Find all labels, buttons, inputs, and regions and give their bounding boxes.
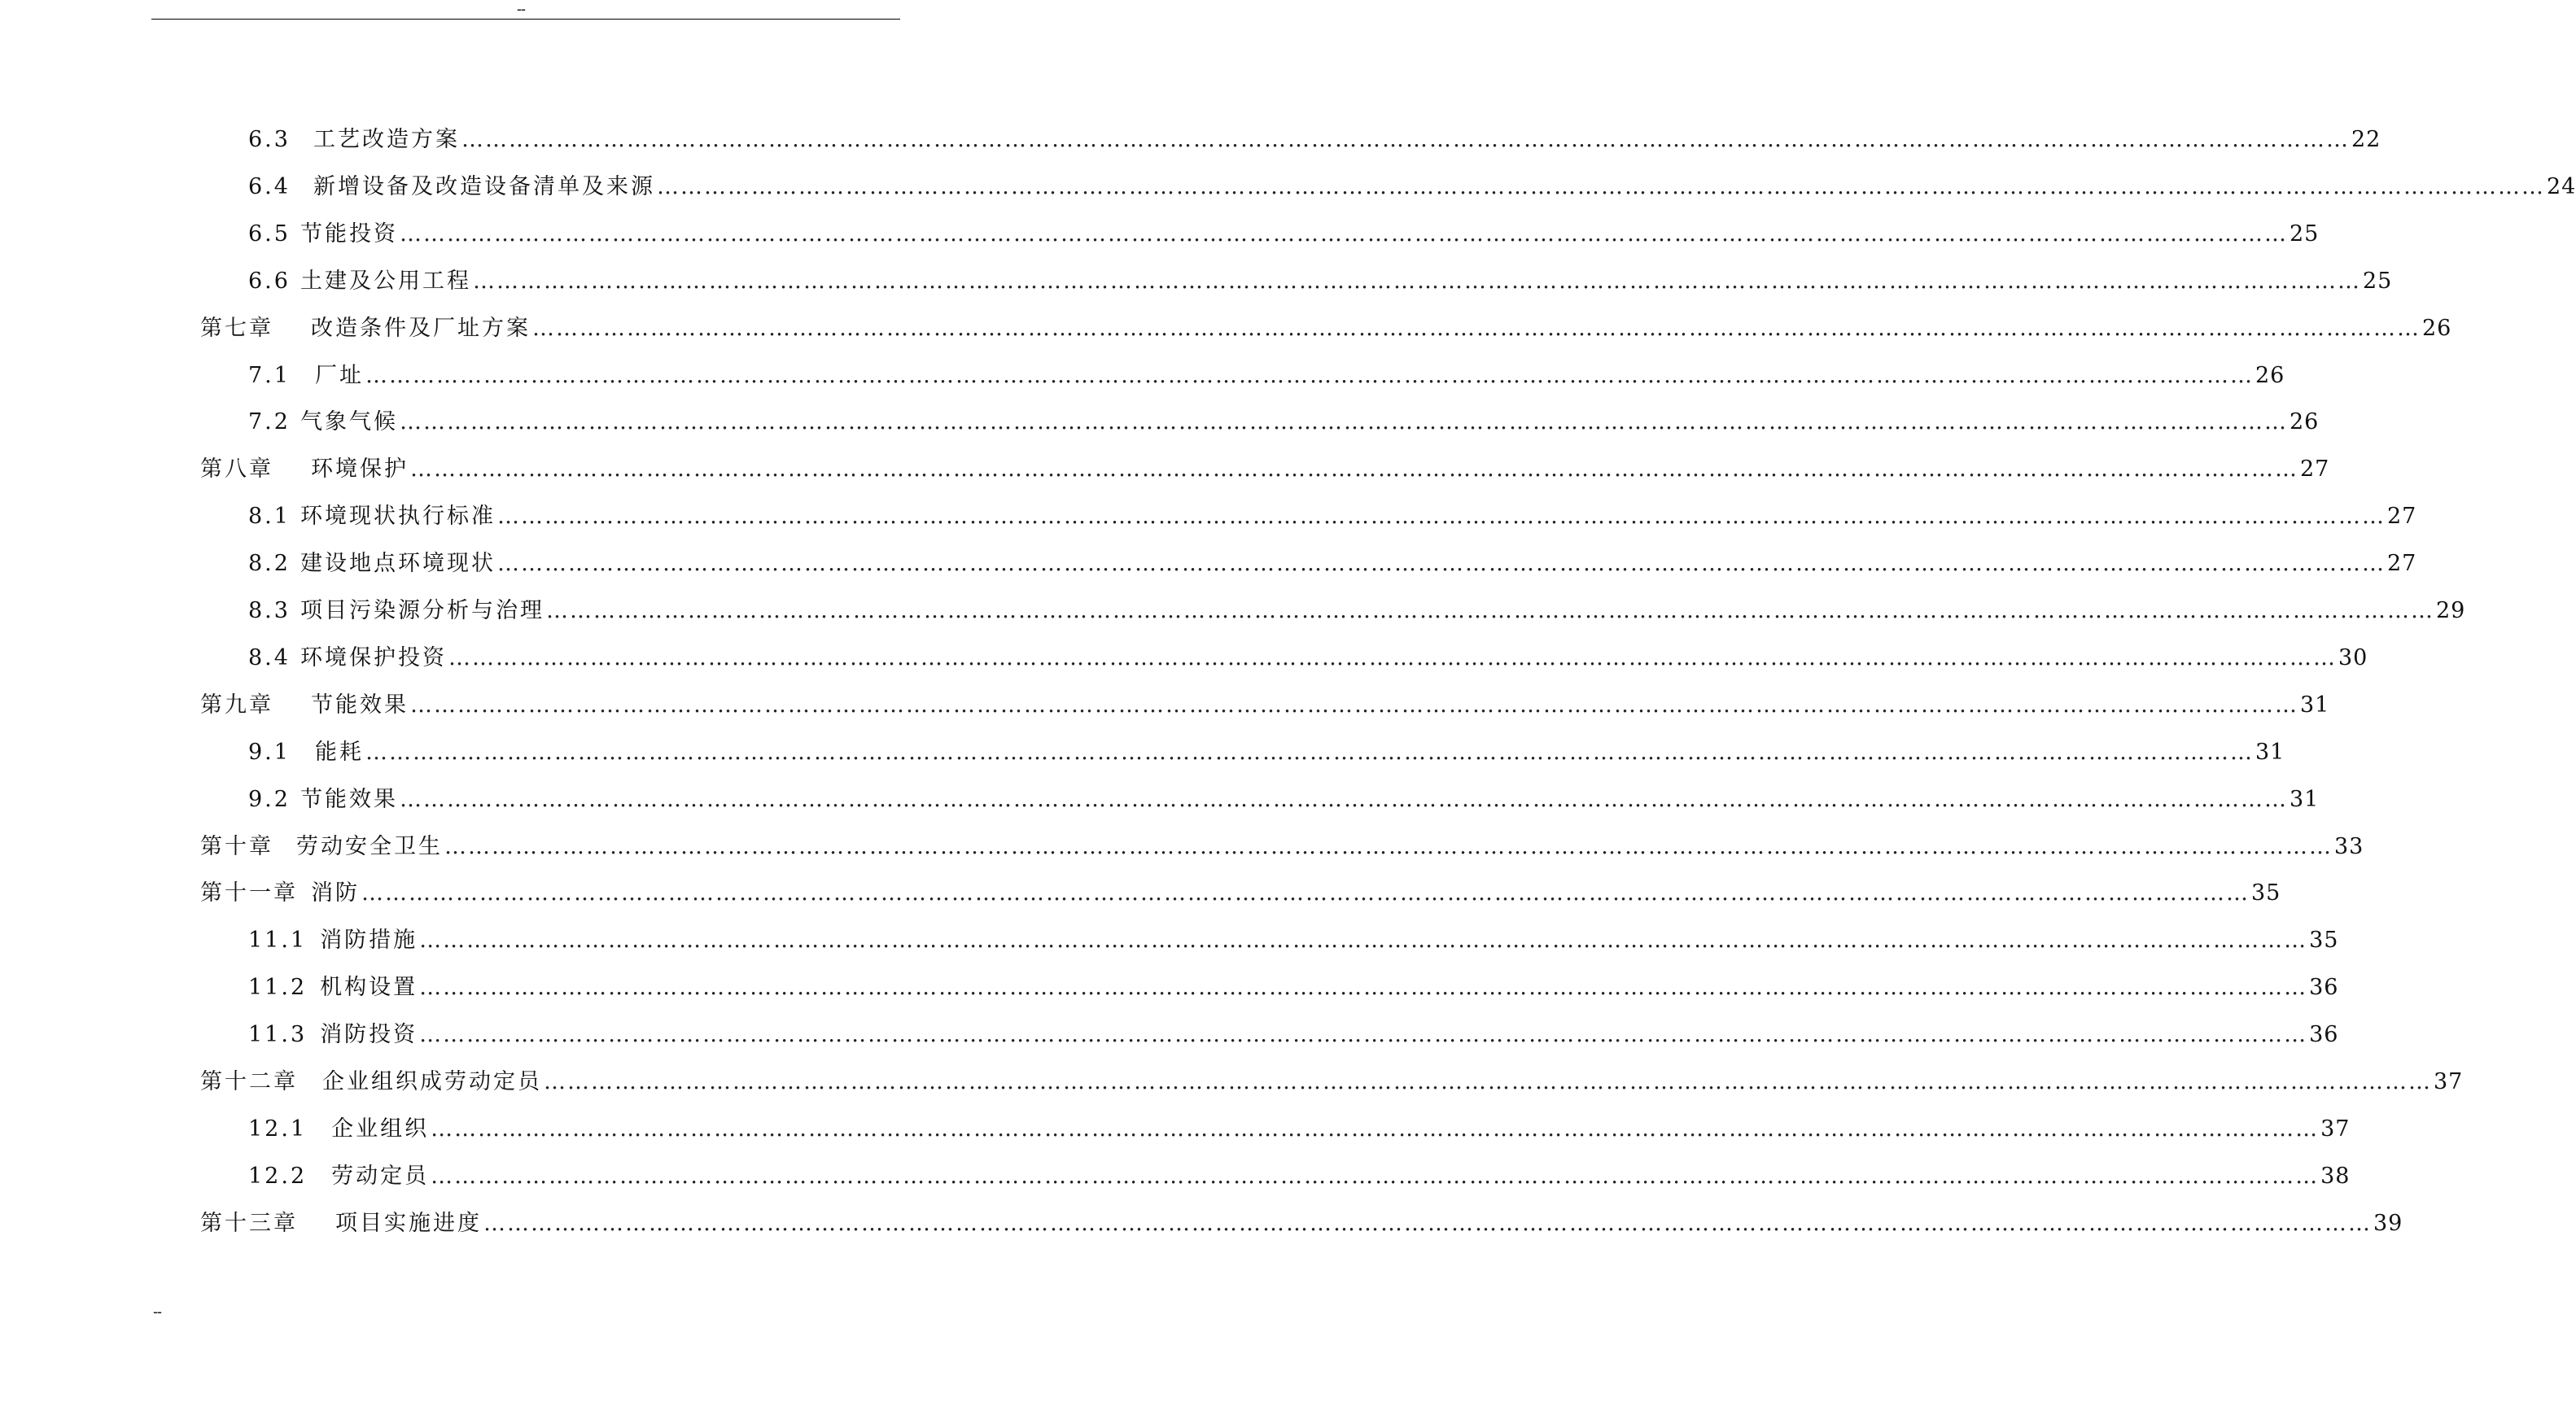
- toc-leader-dots: ……………………………………………………………………………………………………………………………………………………………………………………………………………………: [461, 127, 2350, 152]
- header-mark: --: [517, 1, 525, 17]
- toc-entry[interactable]: [248, 784, 2320, 816]
- toc-entry[interactable]: [248, 972, 2339, 1004]
- toc-entry-title: 劳动定员: [331, 1164, 430, 1189]
- toc-entry[interactable]: [200, 1207, 2403, 1240]
- toc-entry-title: 企业组织: [331, 1116, 430, 1142]
- footer-mark: --: [153, 1304, 161, 1320]
- toc-entry-title: 建设地点环境现状: [300, 551, 496, 576]
- toc-entry-title: 土建及公用工程: [300, 269, 471, 294]
- toc-entry[interactable]: [248, 360, 2285, 392]
- toc-entry[interactable]: [200, 831, 2364, 863]
- toc-leader-dots: ……………………………………………………………………………………………………………………………………………………………………………………………………………………: [431, 1164, 2320, 1189]
- toc-entry-number: 8.3: [248, 598, 291, 623]
- toc-entry[interactable]: [248, 642, 2368, 675]
- toc-page-number: 36: [2309, 1022, 2339, 1047]
- toc-entry-title: 改造条件及厂址方案: [311, 316, 531, 341]
- toc-entry-title: 新增设备及改造设备清单及来源: [313, 174, 655, 199]
- toc-page-number: 22: [2351, 127, 2381, 152]
- toc-entry[interactable]: [248, 548, 2417, 580]
- toc-page-number: 35: [2251, 880, 2281, 906]
- toc-entry[interactable]: [248, 1113, 2351, 1146]
- toc-entry[interactable]: [248, 406, 2320, 439]
- toc-entry-number: 9.2: [248, 787, 291, 812]
- toc-leader-dots: ……………………………………………………………………………………………………………………………………………………………………………………………………………………: [419, 928, 2308, 953]
- toc-leader-dots: ……………………………………………………………………………………………………………………………………………………………………………………………………………………: [410, 692, 2298, 718]
- toc-page-number: 31: [2255, 740, 2285, 765]
- toc-entry-title: 消防: [311, 880, 360, 906]
- toc-leader-dots: ……………………………………………………………………………………………………………………………………………………………………………………………………………………: [361, 880, 2250, 906]
- toc-entry[interactable]: [200, 1066, 2464, 1098]
- toc-entry-title: 企业组织成劳动定员: [322, 1069, 542, 1094]
- toc-entry-number: 第十三章: [200, 1211, 298, 1236]
- toc-page-number: 31: [2300, 692, 2330, 718]
- toc-entry[interactable]: [248, 595, 2466, 627]
- toc-entry-number: 6.4: [248, 174, 291, 199]
- toc-entry-title: 节能效果: [311, 692, 409, 718]
- toc-leader-dots: ……………………………………………………………………………………………………………………………………………………………………………………………………………………: [431, 1116, 2320, 1142]
- toc-page-number: 26: [2289, 409, 2320, 435]
- toc-page-number: 37: [2434, 1069, 2464, 1094]
- toc-page-number: 38: [2320, 1164, 2351, 1189]
- toc-page-number: 27: [2386, 504, 2417, 529]
- toc-page-number: 29: [2435, 598, 2466, 623]
- toc-entry-title: 劳动安全卫生: [296, 834, 443, 859]
- toc-entry[interactable]: [248, 736, 2285, 769]
- toc-leader-dots: ……………………………………………………………………………………………………………………………………………………………………………………………………………………: [544, 1069, 2432, 1094]
- toc-page-number: 27: [2386, 551, 2417, 576]
- toc-leader-dots: ……………………………………………………………………………………………………………………………………………………………………………………………………………………: [532, 316, 2421, 341]
- toc-page-number: 35: [2309, 928, 2339, 953]
- toc-entry-number: 8.1: [248, 504, 291, 529]
- toc-entry[interactable]: [248, 218, 2320, 251]
- toc-entry-title: 环境保护: [311, 456, 409, 482]
- toc-entry-number: 7.2: [248, 409, 291, 435]
- toc-entry[interactable]: [248, 500, 2417, 533]
- toc-leader-dots: ……………………………………………………………………………………………………………………………………………………………………………………………………………………: [545, 598, 2434, 623]
- toc-page-number: 33: [2334, 834, 2364, 859]
- toc-entry-number: 8.2: [248, 551, 291, 576]
- toc-entry-number: 11.3: [248, 1022, 308, 1047]
- toc-entry-number: 8.4: [248, 645, 291, 670]
- toc-entry-title: 厂址: [314, 363, 364, 388]
- toc-leader-dots: ……………………………………………………………………………………………………………………………………………………………………………………………………………………: [419, 1022, 2308, 1047]
- toc-entry-number: 6.5: [248, 221, 291, 247]
- toc-entry-title: 气象气候: [300, 409, 398, 435]
- toc-entry[interactable]: [248, 265, 2393, 298]
- toc-entry-number: 第十章: [200, 834, 273, 859]
- toc-page-number: 37: [2320, 1116, 2351, 1142]
- toc-entry-title: 环境现状执行标准: [300, 504, 496, 529]
- toc-entry-number: 9.1: [248, 740, 291, 765]
- toc-entry[interactable]: [200, 877, 2281, 910]
- toc-entry-title: 机构设置: [320, 975, 418, 1000]
- toc-entry[interactable]: [248, 1160, 2351, 1193]
- toc-entry-number: 12.2: [248, 1164, 308, 1189]
- toc-leader-dots: ……………………………………………………………………………………………………………………………………………………………………………………………………………………: [472, 269, 2361, 294]
- toc-entry-title: 项目实施进度: [335, 1211, 482, 1236]
- toc-entry[interactable]: [248, 1019, 2339, 1051]
- toc-entry-number: 7.1: [248, 363, 291, 388]
- toc-entry[interactable]: [248, 124, 2381, 156]
- toc-entry-number: 6.6: [248, 269, 291, 294]
- toc-leader-dots: ……………………………………………………………………………………………………………………………………………………………………………………………………………………: [399, 787, 2288, 812]
- toc-page-number: 27: [2300, 456, 2330, 482]
- toc-entry[interactable]: [248, 924, 2339, 957]
- toc-entry-title: 工艺改造方案: [313, 127, 460, 152]
- toc-page-number: 25: [2289, 221, 2320, 247]
- toc-page-number: 26: [2422, 316, 2452, 341]
- toc-leader-dots: ……………………………………………………………………………………………………………………………………………………………………………………………………………………: [399, 221, 2288, 247]
- toc-leader-dots: ……………………………………………………………………………………………………………………………………………………………………………………………………………………: [365, 740, 2254, 765]
- toc-leader-dots: ……………………………………………………………………………………………………………………………………………………………………………………………………………………: [399, 409, 2288, 435]
- toc-entry-number: 第七章: [200, 316, 273, 341]
- toc-entry-number: 6.3: [248, 127, 291, 152]
- toc-leader-dots: ……………………………………………………………………………………………………………………………………………………………………………………………………………………: [448, 645, 2337, 670]
- toc-entry-number: 11.2: [248, 975, 308, 1000]
- header-rule: [151, 19, 900, 20]
- toc-page-number: 31: [2289, 787, 2320, 812]
- toc-entry-number: 第十一章: [200, 880, 298, 906]
- toc-leader-dots: ……………………………………………………………………………………………………………………………………………………………………………………………………………………: [419, 975, 2308, 1000]
- toc-leader-dots: ……………………………………………………………………………………………………………………………………………………………………………………………………………………: [656, 174, 2545, 199]
- toc-page-number: 36: [2309, 975, 2339, 1000]
- toc-entry-title: 项目污染源分析与治理: [300, 598, 545, 623]
- toc-leader-dots: ……………………………………………………………………………………………………………………………………………………………………………………………………………………: [444, 834, 2333, 859]
- toc-leader-dots: ……………………………………………………………………………………………………………………………………………………………………………………………………………………: [365, 363, 2254, 388]
- toc-entry-title: 节能投资: [300, 221, 398, 247]
- toc-entry-title: 能耗: [314, 740, 364, 765]
- toc-leader-dots: ……………………………………………………………………………………………………………………………………………………………………………………………………………………: [483, 1211, 2372, 1236]
- toc-leader-dots: ……………………………………………………………………………………………………………………………………………………………………………………………………………………: [410, 456, 2298, 482]
- toc-page-number: 39: [2373, 1211, 2403, 1236]
- toc-entry-number: 第八章: [200, 456, 273, 482]
- toc-entry[interactable]: [248, 171, 2576, 203]
- toc-entry-number: 第九章: [200, 692, 273, 718]
- toc-entry-number: 11.1: [248, 928, 308, 953]
- toc-entry-title: 消防措施: [320, 928, 418, 953]
- toc-page-number: 26: [2255, 363, 2285, 388]
- toc-entry[interactable]: [200, 312, 2452, 345]
- toc-entry[interactable]: [200, 689, 2330, 722]
- toc-page-number: 30: [2338, 645, 2368, 670]
- toc-entry-title: 节能效果: [300, 787, 398, 812]
- toc-page-number: 24: [2546, 174, 2576, 199]
- toc-entry-number: 12.1: [248, 1116, 308, 1142]
- toc-entry-title: 消防投资: [320, 1022, 418, 1047]
- toc-leader-dots: ……………………………………………………………………………………………………………………………………………………………………………………………………………………: [496, 551, 2386, 576]
- toc-entry-number: 第十二章: [200, 1069, 298, 1094]
- toc-leader-dots: ……………………………………………………………………………………………………………………………………………………………………………………………………………………: [496, 504, 2386, 529]
- toc-entry[interactable]: [200, 453, 2330, 486]
- toc-entry-title: 环境保护投资: [300, 645, 447, 670]
- toc-page-number: 25: [2362, 269, 2393, 294]
